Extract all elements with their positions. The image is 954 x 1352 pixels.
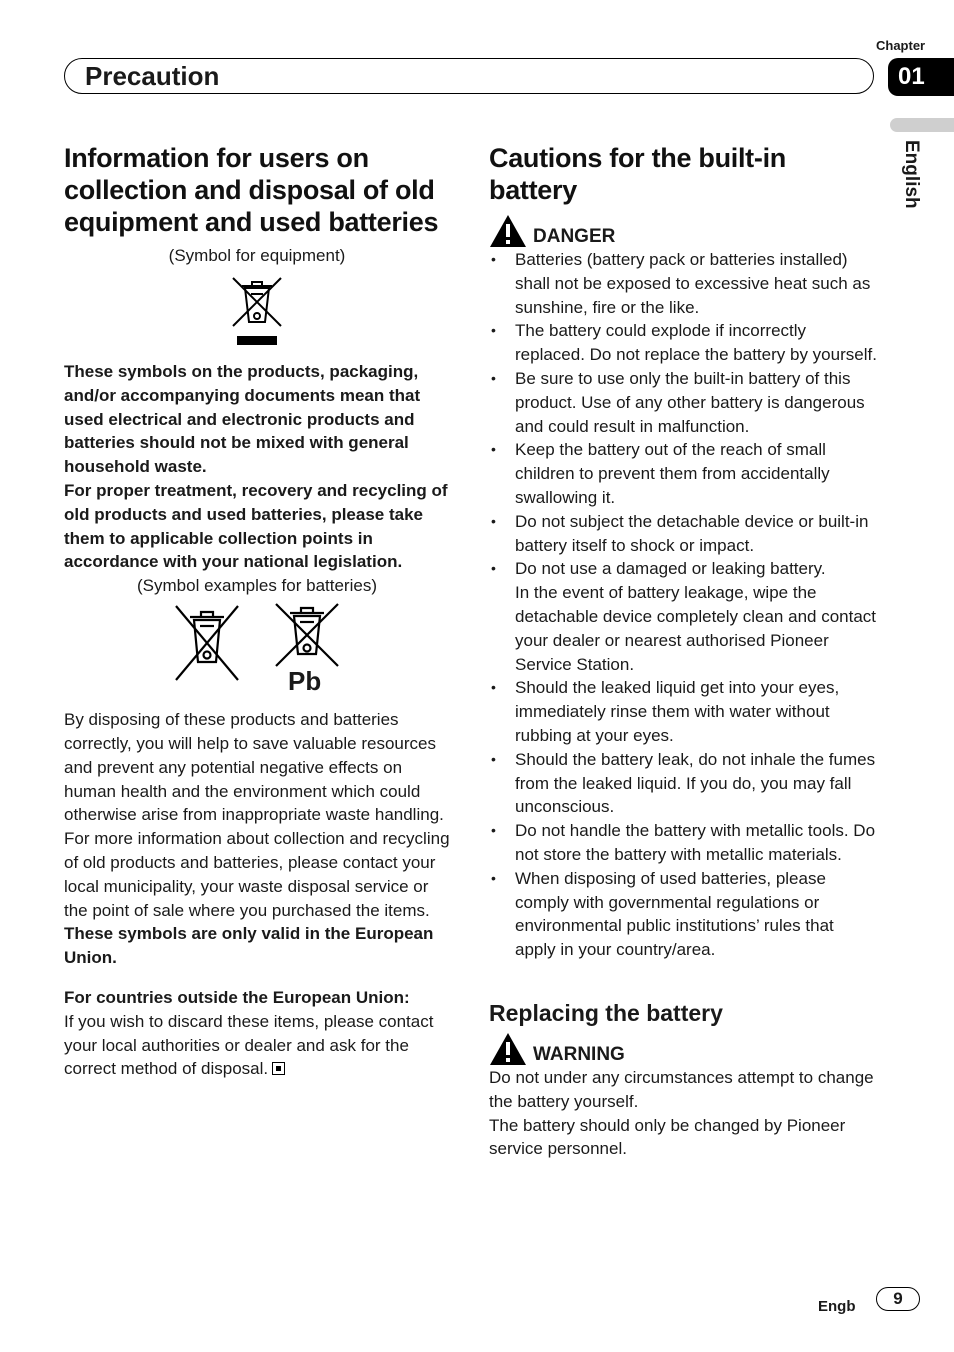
danger-heading: [489, 214, 877, 248]
bullet-point: •: [491, 560, 496, 577]
warning-triangle-icon: [489, 214, 527, 248]
danger-list-item: [489, 319, 877, 367]
bullet-point: •: [491, 750, 496, 767]
chapter-number-badge: 01: [888, 58, 954, 96]
danger-list-item: [489, 557, 877, 676]
battery-symbol-caption: (Symbol examples for batteries): [137, 576, 377, 596]
battery-cautions-title: Cautions for the built-in battery: [489, 143, 786, 205]
end-mark-icon: [272, 1062, 285, 1075]
crossed-bin-icon: [172, 602, 242, 686]
disposing-benefits-text: By disposing of these products and batteries correctly, you will help to save valuable resources and prevent any potential negative effects on human health and the environment which could otherwise arise from inappropriate waste handling.: [64, 710, 444, 825]
danger-list-text: The battery could explode if incorrectly replaced. Do not replace the battery by yourself.: [515, 321, 877, 365]
danger-list-item: [489, 248, 877, 319]
warning-text-2: The battery should only be changed by Pioneer service personnel.: [489, 1115, 846, 1159]
discard-instructions-text: [64, 1010, 450, 1081]
more-information-text: For more information about collection and recycling of old products and batteries, please contact your local municipality, your waste disposal service or the point of sale where you purchased the items.: [64, 829, 450, 920]
pb-label: Pb: [288, 666, 322, 697]
danger-label: DANGER: [533, 226, 616, 247]
bullet-point: •: [491, 322, 496, 339]
language-label-text: English: [901, 140, 922, 209]
danger-list-text: Do not subject the detachable device or built-in battery itself to shock or impact.: [515, 511, 869, 555]
danger-list-text: Should the battery leak, do not inhale the fumes from the leaked liquid. If you do, you may fall unconscious.: [515, 749, 876, 817]
danger-list-text: Do not use a damaged or leaking battery.: [515, 559, 826, 579]
bullet-point: •: [491, 251, 496, 267]
outside-eu-heading: For countries outside the European Union:: [64, 987, 410, 1007]
disposal-title: Information for users on collection and disposal of old equipment and used batteries: [64, 143, 439, 237]
warning-heading: [489, 1032, 877, 1066]
bullet-point: •: [491, 512, 496, 529]
language-label: [902, 140, 922, 220]
section-title: Precaution: [85, 61, 220, 91]
danger-list-text: When disposing of used batteries, please comply with governmental regulations or environmental public institutions’ rules that apply in your country/area.: [515, 868, 834, 960]
eu-validity-text: These symbols are only valid in the European Union.: [64, 924, 434, 968]
bullet-point: •: [491, 679, 496, 696]
discard-instructions-label: If you wish to discard these items, please contact your local authorities or dealer and ask for the correct method of disposal.: [64, 1011, 434, 1079]
danger-list-item: [489, 748, 877, 819]
danger-list-item: [489, 438, 877, 509]
warning-triangle-icon: [489, 1032, 527, 1066]
equipment-symbol-caption: (Symbol for equipment): [168, 246, 346, 265]
equipment-symbol: [64, 274, 450, 348]
proper-treatment-text: For proper treatment, recovery and recycling of old products and used batteries, please take them to applicable collection points in accordance with your national legislation.: [64, 480, 448, 572]
danger-list-item: [489, 819, 877, 867]
danger-list-item: [489, 510, 877, 558]
danger-list-item: [489, 676, 877, 747]
pb-battery-symbol: [272, 602, 342, 698]
right-column: [489, 142, 877, 1161]
danger-list-text: In the event of battery leakage, wipe the detachable device completely clean and contact your dealer or nearest authorised Pioneer Service Station.: [515, 583, 877, 674]
footer-engb: Engb: [818, 1298, 856, 1315]
crossed-bin-icon: [227, 274, 287, 348]
danger-list-text: Be sure to use only the built-in battery of this product. Use of any other battery is dangerous and could result in malfunction.: [515, 368, 865, 436]
replacing-battery-heading: Replacing the battery: [489, 999, 723, 1026]
crossed-bin-icon: [272, 602, 342, 672]
chapter-label: Chapter: [876, 38, 926, 53]
warning-text-1: Do not under any circumstances attempt to change the battery yourself.: [489, 1067, 874, 1111]
danger-list-item: [489, 867, 877, 962]
danger-list-text: Keep the battery out of the reach of small children to prevent them from accidentally swallowing it.: [515, 440, 830, 507]
bullet-point: •: [491, 441, 496, 458]
danger-list-text: Should the leaked liquid get into your eyes, immediately rinse them with water without rubbing at your eyes.: [515, 678, 840, 745]
danger-list-text: Do not handle the battery with metallic tools. Do not store the battery with metallic materials.: [515, 821, 876, 864]
bullet-point: •: [491, 822, 496, 839]
section-header-bar: [64, 58, 874, 94]
bullet-point: •: [491, 369, 496, 386]
danger-list-text: Batteries (battery pack or batteries installed) shall not be exposed to excessive heat such as sunshine, fire or the like.: [515, 250, 871, 317]
battery-symbols: [64, 602, 450, 698]
left-column: [64, 142, 450, 1081]
danger-list: [489, 248, 877, 962]
page-number: 9: [876, 1287, 920, 1311]
danger-list-item: [489, 367, 877, 438]
symbols-meaning-text: These symbols on the products, packaging, and/or accompanying documents mean that used electrical and electronic products and batteries should not be mixed with general household waste.: [64, 362, 421, 477]
language-tab: [890, 118, 954, 132]
warning-label: WARNING: [533, 1043, 625, 1065]
bullet-point: •: [491, 869, 496, 886]
